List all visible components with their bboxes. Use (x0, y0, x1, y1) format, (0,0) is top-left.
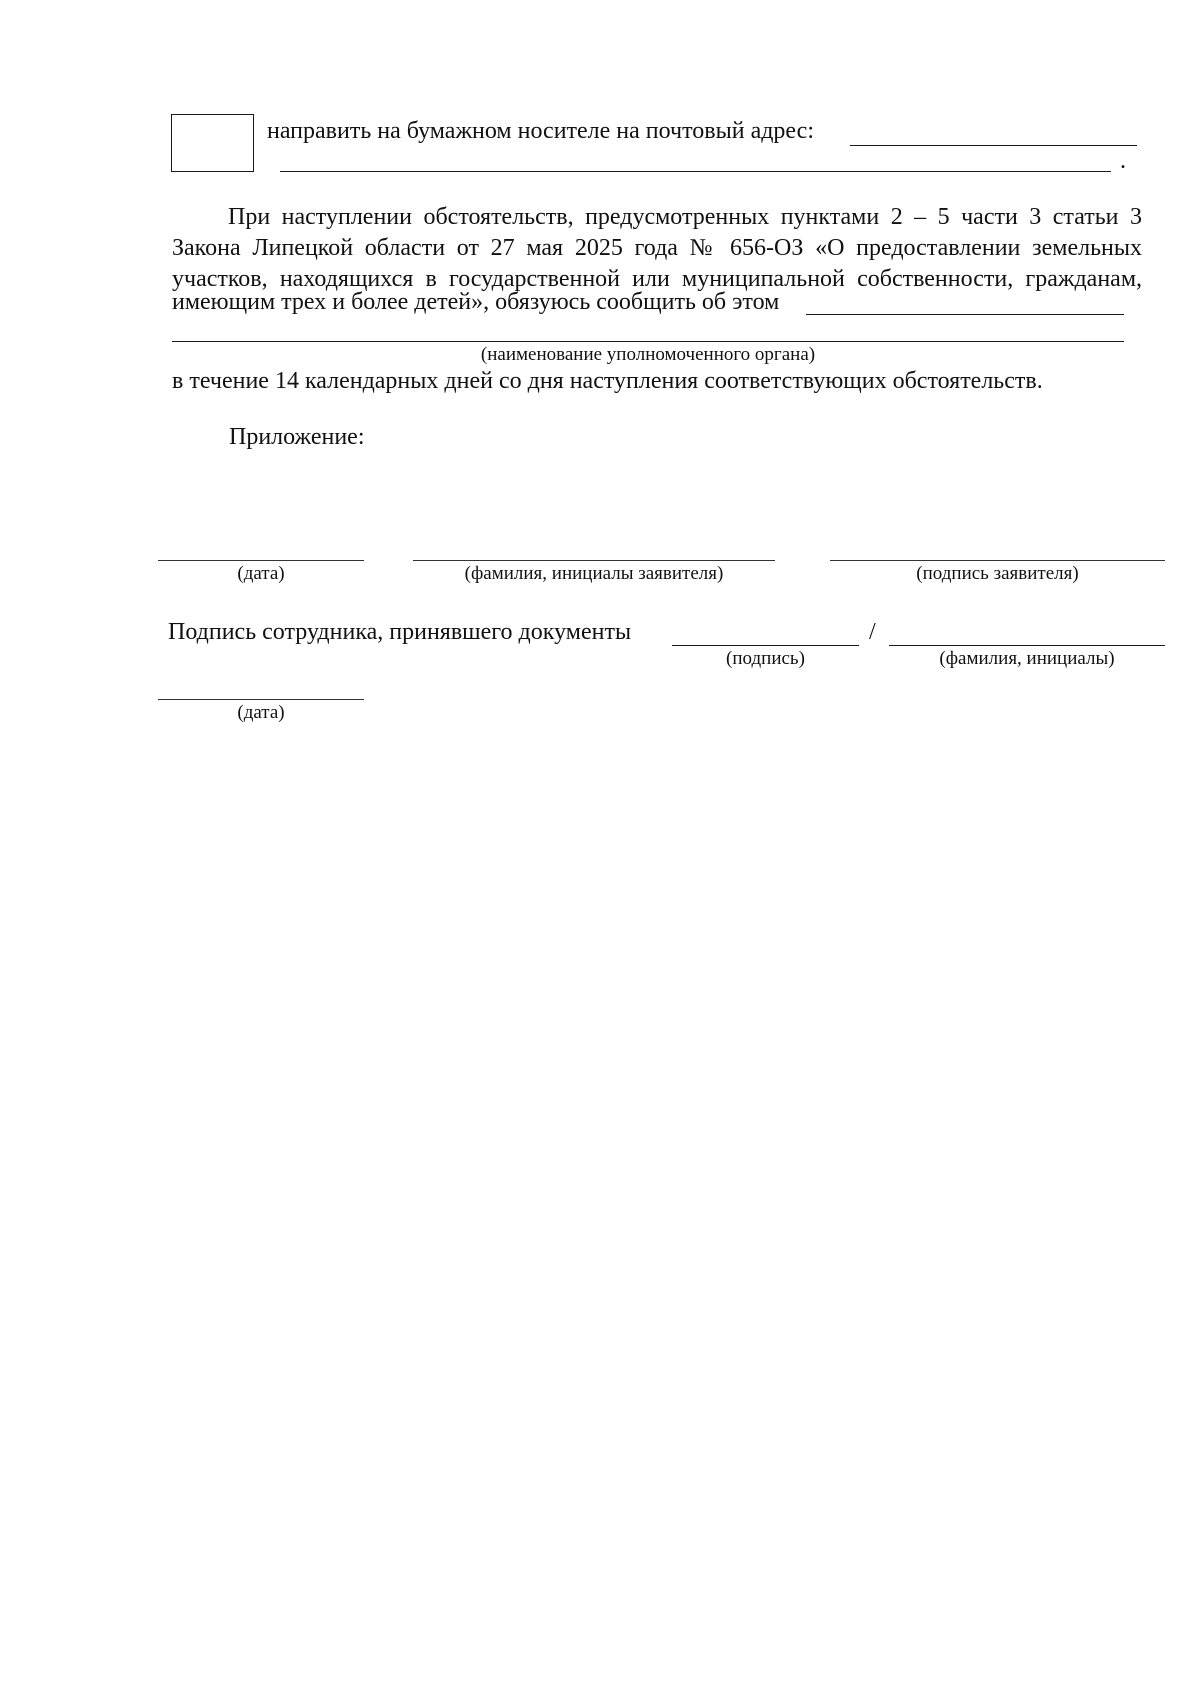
applicant-name-caption: (фамилия, инициалы заявителя) (464, 563, 724, 584)
authority-field-line-1[interactable] (806, 314, 1124, 315)
applicant-date-field[interactable] (158, 560, 364, 561)
paper-delivery-label: направить на бумажном носителе на почтовый адрес: (267, 118, 814, 144)
deadline-line: в течение 14 календарных дней со дня наступления соответствующих обстоятельств. (172, 368, 1043, 394)
notice-line-2: Закона Липецкой области от 27 мая 2025 года № 656-ОЗ «О предоставлении земельных (172, 235, 1142, 261)
employee-name-field[interactable] (889, 645, 1165, 646)
employee-signature-label: Подпись сотрудника, принявшего документы (168, 619, 632, 645)
address-end-dot: . (1120, 148, 1126, 174)
applicant-signature-field[interactable] (830, 560, 1165, 561)
applicant-signature-caption: (подпись заявителя) (916, 563, 1079, 584)
employee-signature-field[interactable] (672, 645, 859, 646)
applicant-date-caption: (дата) (237, 563, 285, 584)
authority-field-line-2[interactable] (172, 341, 1124, 342)
employee-name-caption: (фамилия, инициалы) (939, 648, 1115, 669)
notice-line-4: имеющим трех и более детей», обязуюсь сообщить об этом (172, 289, 780, 315)
employee-date-caption: (дата) (237, 702, 285, 723)
notice-paragraph (172, 202, 1142, 295)
employee-separator: / (869, 619, 876, 645)
postal-address-field-line-1[interactable] (850, 145, 1137, 146)
employee-date-field[interactable] (158, 699, 364, 700)
applicant-name-field[interactable] (413, 560, 775, 561)
attachment-label: Приложение: (229, 424, 365, 450)
paper-delivery-checkbox[interactable] (171, 114, 254, 172)
employee-signature-caption: (подпись) (726, 648, 805, 669)
notice-line-3: участков, находящихся в государственной или муниципальной собственности, гражданам, (172, 266, 1142, 292)
postal-address-field-line-2[interactable] (280, 171, 1111, 172)
authority-caption: (наименование уполномоченного органа) (480, 344, 816, 365)
notice-line-1: При наступлении обстоятельств, предусмотренных пунктами 2 – 5 части 3 статьи 3 (228, 204, 1142, 230)
